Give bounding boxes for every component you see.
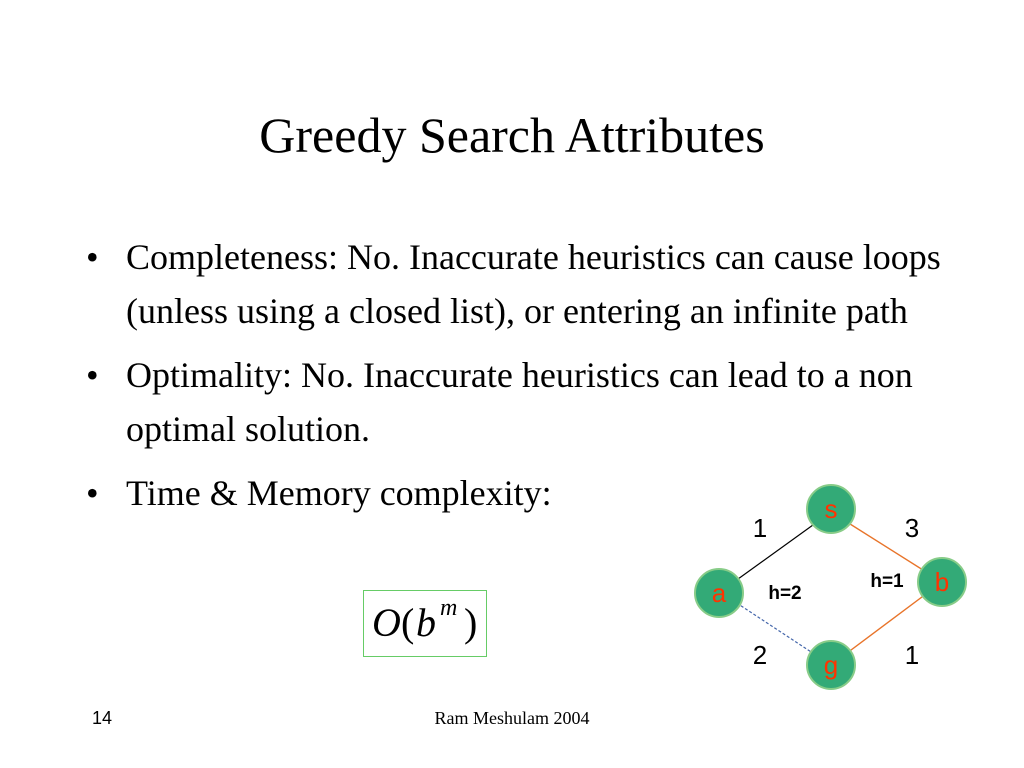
footer-author: Ram Meshulam 2004 [434, 708, 590, 728]
edge-weight-s-b: 3 [904, 513, 920, 543]
bullet-marker: • [86, 473, 99, 513]
edge-weight-b-g: 1 [904, 640, 920, 670]
formula-base: b [416, 600, 436, 645]
formula-open-paren: ( [401, 600, 415, 645]
bullet-text: Completeness: No. Inaccurate heuristics can cause loops (unless using a closed list), or entering an infinite path [126, 237, 941, 331]
slide-title: Greedy Search Attributes [259, 107, 765, 163]
edge-weight-s-a: 1 [752, 513, 768, 543]
node-g [807, 641, 855, 689]
node-label-a: a [711, 578, 727, 608]
formula-close-paren: ) [464, 600, 478, 645]
heuristic-a: h=2 [768, 583, 802, 604]
edge-weight-a-g: 2 [752, 640, 768, 670]
bullet-marker: • [86, 355, 99, 395]
node-b [918, 558, 966, 606]
formula-function: O [372, 600, 401, 645]
heuristic-b: h=1 [870, 571, 904, 592]
node-label-g: g [823, 650, 839, 680]
formula-exponent: m [440, 595, 458, 621]
bullet-marker: • [86, 237, 99, 277]
bullet-text: Time & Memory complexity: [126, 473, 552, 513]
node-s [807, 485, 855, 533]
bullet-text: Optimality: No. Inaccurate heuristics can lead to a non optimal solution. [126, 355, 913, 449]
node-a [695, 569, 743, 617]
page-number: 14 [92, 708, 113, 728]
node-label-b: b [934, 567, 950, 597]
node-label-s: s [824, 494, 838, 524]
